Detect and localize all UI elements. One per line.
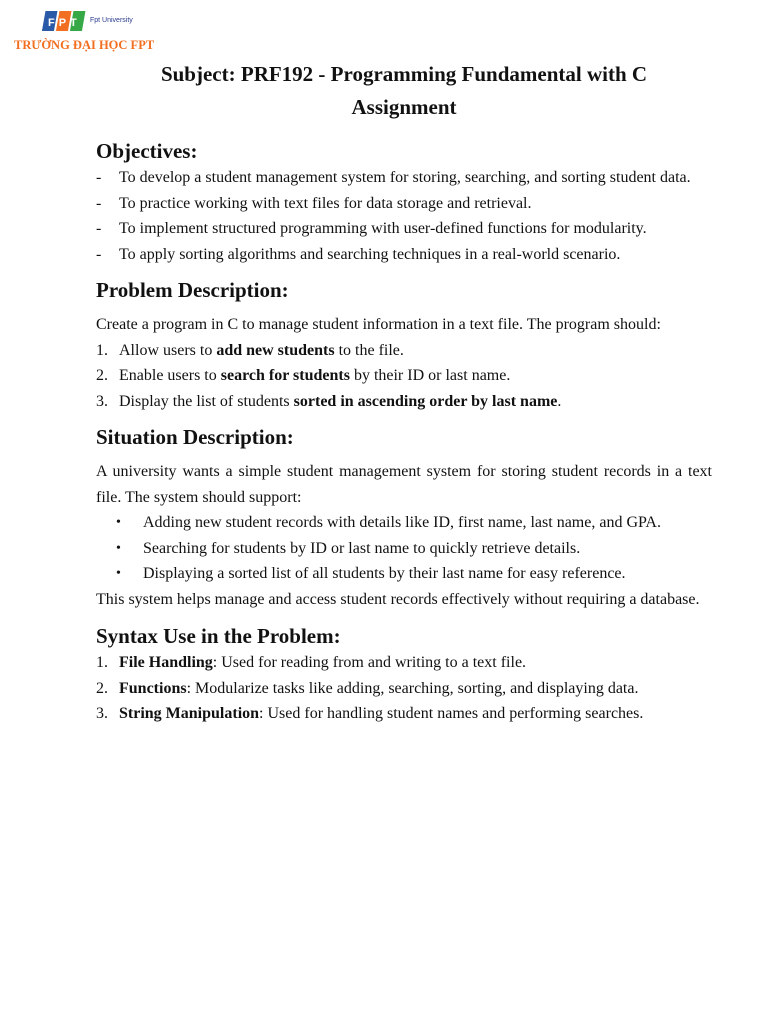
item-text: : Modularize tasks like adding, searching, sorting, and displaying data. — [186, 679, 639, 697]
dash-marker: - — [96, 220, 102, 237]
list-item — [96, 338, 712, 364]
list-item — [96, 536, 712, 562]
item-number: 2. — [96, 367, 108, 384]
item-text: Display the list of students — [119, 392, 294, 410]
objective-text: To develop a student management system for storing, searching, and sorting student data. — [119, 169, 691, 186]
objective-text: To implement structured programming with user-defined functions for modularity. — [119, 220, 647, 237]
situation-heading: Situation Description: — [96, 425, 294, 449]
dash-marker: - — [96, 245, 102, 263]
fpt-logo — [14, 8, 155, 56]
list-item — [96, 191, 712, 217]
item-text: Enable users to — [119, 367, 221, 384]
syntax-list — [96, 650, 712, 727]
item-text: to the file. — [334, 341, 404, 359]
problem-heading: Problem Description: — [96, 278, 289, 302]
problem-list — [96, 338, 712, 415]
situation-text: Displaying a sorted list of all students by their last name for easy reference. — [143, 565, 626, 582]
item-text: Allow users to — [119, 341, 217, 359]
item-number: 2. — [96, 679, 108, 697]
item-text: by their ID or last name. — [349, 367, 511, 384]
situation-text: Searching for students by ID or last name to quickly retrieve details. — [143, 539, 581, 557]
item-text: : Used for reading from and writing to a text file. — [212, 654, 527, 671]
syntax-heading: Syntax Use in the Problem: — [96, 624, 341, 648]
bullet-marker: • — [116, 515, 121, 530]
list-item — [96, 363, 712, 389]
item-text: : Used for handling student names and performing searches. — [259, 705, 644, 722]
list-item — [96, 510, 712, 536]
objective-text: To apply sorting algorithms and searching techniques in a real-world scenario. — [119, 245, 621, 263]
logo-letters: FPT — [48, 17, 81, 29]
dash-marker: - — [96, 194, 102, 212]
dash-marker: - — [96, 169, 102, 186]
situation-list — [96, 510, 712, 587]
bullet-marker: • — [116, 540, 121, 556]
list-item — [96, 389, 712, 415]
list-item — [96, 216, 712, 242]
item-number: 3. — [96, 705, 108, 722]
subject-line: Subject: PRF192 - Programming Fundamental with C — [160, 62, 648, 86]
item-bold-text: sorted in ascending order by last name — [293, 392, 558, 410]
list-item — [96, 561, 712, 587]
list-item — [96, 701, 712, 727]
item-bold-text: String Manipulation — [119, 705, 260, 722]
item-bold-text: add new students — [216, 341, 335, 359]
list-item — [96, 650, 712, 676]
fpt-logo-icon — [42, 8, 88, 36]
item-text: . — [557, 392, 562, 410]
assignment-line: Assignment — [351, 95, 457, 119]
item-number: 3. — [96, 392, 108, 410]
item-number: 1. — [96, 341, 108, 359]
item-bold-text: search for students — [220, 367, 350, 384]
logo-school-name: TRƯỜNG ĐẠI HỌC FPT — [14, 38, 155, 52]
problem-intro: Create a program in C to manage student information in a text file. The program should: — [96, 316, 661, 333]
objective-text: To practice working with text files for data storage and retrieval. — [119, 194, 532, 212]
situation-closing: This system helps manage and access student records effectively without requiring a database. — [96, 590, 700, 608]
item-bold-text: File Handling — [119, 654, 213, 671]
item-bold-text: Functions — [119, 679, 187, 697]
logo-university-label: Fpt University — [90, 17, 133, 24]
list-item — [96, 242, 712, 268]
situation-text: Adding new student records with details like ID, first name, last name, and GPA. — [143, 514, 661, 531]
item-number: 1. — [96, 654, 108, 671]
objectives-heading: Objectives: — [96, 139, 198, 163]
bullet-marker: • — [116, 566, 121, 581]
situation-intro: A university wants a simple student management system for storing student records in a text file. The system should support: — [96, 463, 712, 506]
document-title — [96, 58, 712, 124]
document-page — [96, 56, 712, 727]
list-item — [96, 676, 712, 702]
objectives-list — [96, 165, 712, 267]
list-item — [96, 165, 712, 191]
